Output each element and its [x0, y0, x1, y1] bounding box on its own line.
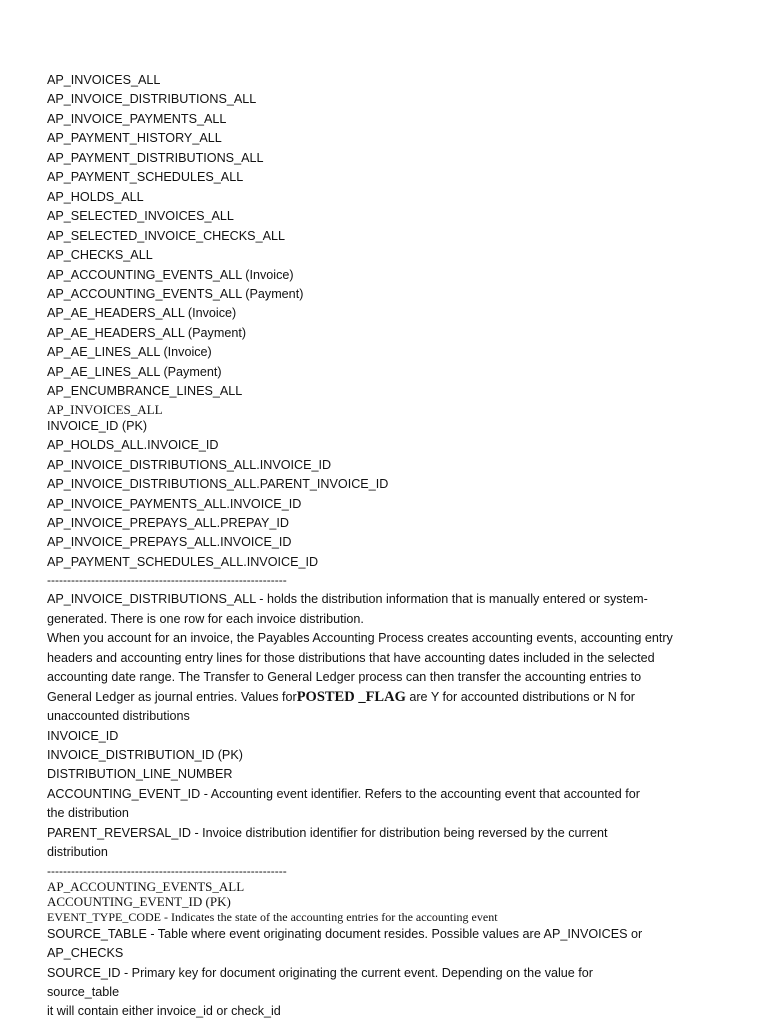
column-line: PARENT_REVERSAL_ID - Invoice distribution identifier for distribution being reversed by the current — [47, 825, 608, 840]
key-line: INVOICE_ID (PK) — [47, 418, 148, 433]
column-line: SOURCE_TABLE - Table where event originating document resides. Possible values are AP_INVOICES or — [47, 926, 643, 941]
table-list-item: AP_PAYMENT_DISTRIBUTIONS_ALL — [47, 150, 264, 165]
paragraph-text-part: General Ledger as journal entries. Values for — [47, 689, 297, 704]
column-line: it will contain either invoice_id or check_id — [47, 1004, 281, 1019]
events-section — [47, 879, 727, 1022]
key-line: AP_INVOICE_PAYMENTS_ALL.INVOICE_ID — [47, 496, 302, 511]
paragraph-text: headers and accounting entry lines for those distributions that have accounting dates included in the selected — [47, 650, 655, 665]
key-line: AP_INVOICE_PREPAYS_ALL.PREPAY_ID — [47, 515, 289, 530]
table-list-item: AP_CHECKS_ALL — [47, 248, 153, 263]
key-line: AP_INVOICE_PREPAYS_ALL.INVOICE_ID — [47, 535, 292, 550]
distributions-section — [47, 590, 727, 862]
table-list-item: AP_HOLDS_ALL — [47, 189, 144, 204]
column-line: DISTRIBUTION_LINE_NUMBER — [47, 767, 233, 782]
column-line: INVOICE_ID — [47, 728, 119, 743]
posted-flag-term: POSTED _FLAG — [296, 688, 406, 705]
intro-text: AP_INVOICE_DISTRIBUTIONS_ALL - holds the distribution information that is manually entered or system- — [47, 592, 648, 607]
paragraph-text — [47, 688, 727, 707]
table-list-item: AP_AE_HEADERS_ALL (Invoice) — [47, 306, 237, 321]
column-line: SOURCE_ID - Primary key for document originating the current event. Depending on the value for — [47, 965, 593, 980]
paragraph-text: accounting date range. The Transfer to General Ledger process can then transfer the accounting entries to — [47, 670, 642, 685]
column-line: source_table — [47, 985, 120, 1000]
table-list-item: AP_AE_HEADERS_ALL (Payment) — [47, 325, 247, 340]
key-line: AP_PAYMENT_SCHEDULES_ALL.INVOICE_ID — [47, 554, 319, 569]
invoices-section — [47, 402, 727, 573]
column-line: ACCOUNTING_EVENT_ID - Accounting event identifier. Refers to the accounting event that accounted for — [47, 786, 640, 801]
table-list — [47, 71, 727, 402]
column-line: INVOICE_DISTRIBUTION_ID (PK) — [47, 747, 243, 762]
section-heading: AP_INVOICES_ALL — [47, 401, 163, 417]
paragraph-text-part: are Y for accounted distributions or N for — [405, 689, 636, 704]
paragraph-text: When you account for an invoice, the Payables Accounting Process creates accounting events, accounting entry — [47, 631, 673, 646]
column-line: the distribution — [47, 806, 129, 821]
table-list-item: AP_ACCOUNTING_EVENTS_ALL (Payment) — [47, 286, 304, 301]
table-list-item: AP_INVOICE_DISTRIBUTIONS_ALL — [47, 92, 257, 107]
document-page — [47, 71, 727, 1022]
separator-line: ------------------------------------------------------------ — [47, 573, 287, 588]
table-list-item: AP_ACCOUNTING_EVENTS_ALL (Invoice) — [47, 267, 294, 282]
key-line: AP_HOLDS_ALL.INVOICE_ID — [47, 438, 219, 453]
paragraph-text: unaccounted distributions — [47, 709, 190, 724]
column-line: AP_CHECKS — [47, 946, 124, 961]
pk-line: ACCOUNTING_EVENT_ID (PK) — [47, 893, 231, 909]
table-list-item: AP_INVOICES_ALL — [47, 73, 161, 87]
table-list-item: AP_SELECTED_INVOICE_CHECKS_ALL — [47, 228, 285, 243]
intro-text: generated. There is one row for each invoice distribution. — [47, 611, 364, 626]
key-line: AP_INVOICE_DISTRIBUTIONS_ALL.INVOICE_ID — [47, 457, 332, 472]
table-list-item: AP_PAYMENT_HISTORY_ALL — [47, 131, 222, 146]
key-line: AP_INVOICE_DISTRIBUTIONS_ALL.PARENT_INVOICE_ID — [47, 477, 389, 492]
column-line: distribution — [47, 845, 108, 860]
table-list-item: AP_ENCUMBRANCE_LINES_ALL — [47, 384, 243, 399]
section-heading: AP_ACCOUNTING_EVENTS_ALL — [47, 878, 245, 894]
table-list-item: AP_AE_LINES_ALL (Payment) — [47, 364, 222, 379]
table-list-item: AP_AE_LINES_ALL (Invoice) — [47, 345, 212, 360]
table-list-item: AP_PAYMENT_SCHEDULES_ALL — [47, 170, 244, 185]
table-list-item: AP_SELECTED_INVOICES_ALL — [47, 209, 234, 224]
table-list-item: AP_INVOICE_PAYMENTS_ALL — [47, 111, 227, 126]
separator-line: ------------------------------------------------------------ — [47, 863, 287, 878]
event-type-line: EVENT_TYPE_CODE - Indicates the state of the accounting entries for the accounting event — [47, 909, 498, 924]
